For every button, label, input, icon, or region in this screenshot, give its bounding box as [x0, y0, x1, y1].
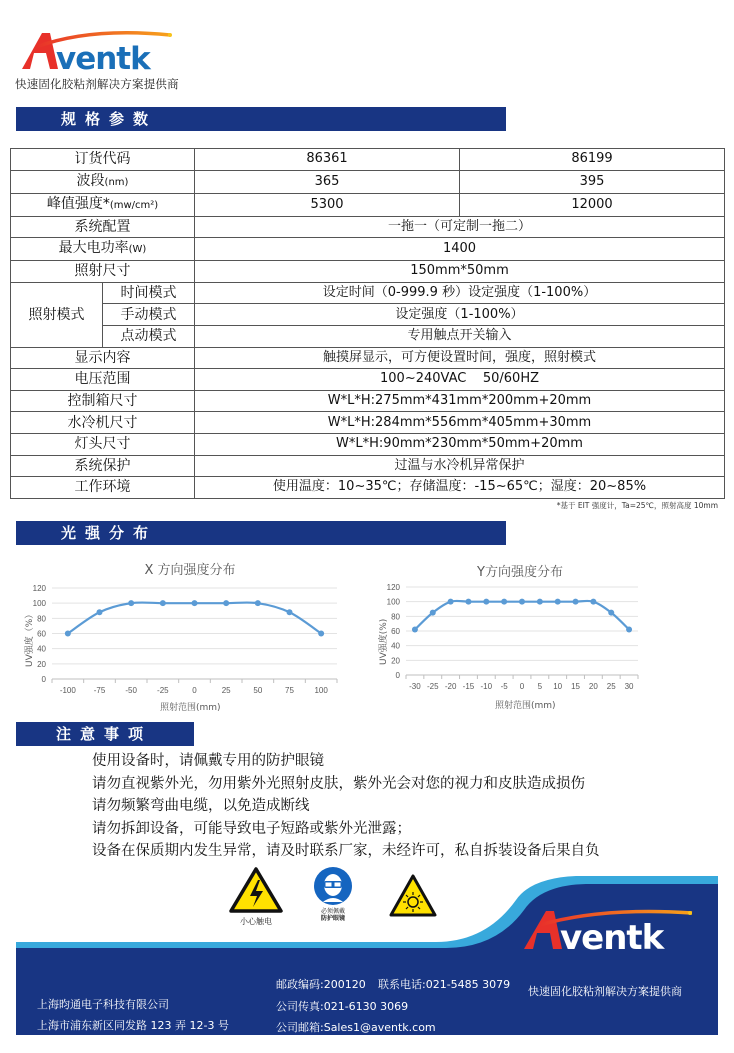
table-row [11, 282, 725, 304]
svg-text:25: 25 [221, 686, 231, 695]
spec-value: 365 [195, 170, 460, 193]
spec-value: 一拖一（可定制一拖二） [195, 216, 725, 238]
spec-sublabel: 时间模式 [103, 282, 195, 304]
chart-plot [20, 555, 340, 715]
note-item: 请勿直视紫外光，勿用紫外光照射皮肤，紫外光会对您的视力和皮肤造成损伤 [92, 775, 585, 792]
svg-text:80: 80 [391, 612, 400, 622]
svg-text:30: 30 [624, 682, 634, 691]
svg-text:-30: -30 [409, 682, 421, 691]
svg-text:100: 100 [314, 686, 328, 695]
spec-label: 最大电功率(W) [11, 238, 195, 261]
section-header-distribution: 光强分布 [16, 521, 506, 545]
spec-label: 订货代码 [11, 149, 195, 171]
spec-value: W*L*H:90mm*230mm*50mm+20mm [195, 433, 725, 455]
svg-text:20: 20 [37, 659, 46, 669]
svg-text:20: 20 [391, 656, 400, 666]
svg-text:0: 0 [395, 671, 400, 680]
footer-company: 上海昀通电子科技有限公司 [37, 998, 169, 1011]
svg-text:60: 60 [37, 629, 46, 639]
table-row [11, 193, 725, 216]
footer-phone: 联系电话:021-5485 3079 [378, 978, 511, 991]
spec-footnote: *基于 EIT 强度计，Ta=25℃，照射高度 10mm [556, 501, 718, 510]
footer-postal: 邮政编码:200120 [276, 978, 366, 991]
table-row [11, 304, 725, 326]
spec-label: 系统配置 [11, 216, 195, 238]
svg-text:120: 120 [32, 584, 46, 593]
table-row [11, 455, 725, 477]
svg-text:25: 25 [606, 682, 616, 691]
svg-text:100: 100 [32, 599, 46, 609]
svg-text:ventk: ventk [560, 918, 664, 953]
brand-tagline: 快速固化胶粘剂解决方案提供商 [15, 77, 179, 91]
svg-text:10: 10 [553, 682, 563, 691]
sign-label: 必须佩戴 防护眼镜 [320, 908, 345, 922]
aventk-logo [20, 25, 180, 71]
spec-value: 86361 [195, 149, 460, 171]
spec-value: W*L*H:284mm*556mm*405mm+30mm [195, 412, 725, 434]
footer-address: 上海市浦东新区同发路 123 弄 12-3 号 [37, 1019, 229, 1032]
y-axis-label: UV强度(%) [379, 618, 389, 665]
sign-label: 小心触电 [240, 917, 272, 926]
note-item: 设备在保质期内发生异常，请及时联系厂家，未经许可，私自拆装设备后果自负 [92, 843, 600, 859]
table-row [11, 347, 725, 369]
spec-value: 86199 [460, 149, 725, 171]
svg-text:0: 0 [41, 675, 46, 684]
spec-value: 150mm*50mm [195, 261, 725, 283]
spec-label: 照射尺寸 [11, 261, 195, 283]
table-row [11, 170, 725, 193]
spec-group-label: 照射模式 [11, 282, 103, 347]
spec-value: W*L*H:275mm*431mm*200mm+20mm [195, 390, 725, 412]
chart-y-distribution [370, 555, 650, 715]
spec-label: 波段(nm) [11, 170, 195, 193]
svg-text:100: 100 [386, 597, 400, 607]
table-row [11, 369, 725, 391]
spec-value: 395 [460, 170, 725, 193]
svg-text:-20: -20 [444, 682, 457, 691]
eye-protection-icon [313, 866, 353, 906]
notes-list [92, 750, 600, 863]
note-item: 请勿频繁弯曲电缆，以免造成断线 [92, 798, 310, 814]
table-row [11, 261, 725, 283]
table-row [11, 325, 725, 347]
svg-text:-25: -25 [157, 686, 169, 695]
x-axis-label: 照射范围(mm) [495, 701, 556, 711]
y-axis-label: UV强度（%） [25, 609, 35, 667]
section-header-notes: 注意事项 [16, 722, 194, 746]
section-header-specs: 规格参数 [16, 107, 506, 131]
spec-value: 1400 [195, 238, 725, 261]
svg-text:120: 120 [386, 583, 400, 592]
spec-label: 电压范围 [11, 369, 195, 391]
table-row [11, 238, 725, 261]
svg-text:-10: -10 [480, 682, 493, 691]
svg-text:5: 5 [537, 682, 543, 691]
svg-text:40: 40 [391, 641, 400, 651]
svg-text:75: 75 [285, 686, 294, 695]
spec-value: 设定时间（0-999.9 秒）设定强度（1-100%） [195, 282, 725, 304]
svg-text:60: 60 [391, 627, 400, 636]
svg-text:-5: -5 [500, 682, 508, 691]
svg-text:0: 0 [519, 682, 525, 691]
spec-sublabel: 手动模式 [103, 304, 195, 326]
spec-value: 设定强度（1-100%） [195, 304, 725, 326]
svg-text:15: 15 [571, 682, 580, 691]
svg-text:-100: -100 [59, 686, 76, 695]
spec-value: 过温与水冷机异常保护 [195, 455, 725, 477]
spec-sublabel: 点动模式 [103, 325, 195, 347]
svg-text:40: 40 [37, 644, 46, 654]
electric-hazard-icon [228, 866, 284, 914]
svg-text:20: 20 [588, 682, 598, 691]
spec-label: 显示内容 [11, 347, 195, 369]
svg-text:-25: -25 [426, 682, 439, 691]
spec-label: 控制箱尺寸 [11, 390, 195, 412]
sign-eye-protection [310, 866, 360, 936]
svg-text:50: 50 [253, 686, 263, 695]
spec-label: 峰值强度*(mw/cm²) [11, 193, 195, 216]
chart-x-distribution [20, 555, 340, 715]
footer-aventk-logo [522, 905, 702, 957]
spec-label: 灯头尺寸 [11, 433, 195, 455]
svg-text:80: 80 [37, 614, 46, 624]
svg-text:0: 0 [192, 686, 197, 695]
table-row [11, 433, 725, 455]
chart-title: X 方向强度分布 [144, 563, 236, 578]
svg-text:-15: -15 [462, 682, 475, 691]
spec-value: 12000 [460, 193, 725, 216]
table-row [11, 390, 725, 412]
table-row [11, 412, 725, 434]
chart-title: Y方向强度分布 [477, 565, 563, 580]
spec-label: 系统保护 [11, 455, 195, 477]
sign-electric-hazard [228, 866, 288, 936]
note-item: 请勿拆卸设备，可能导致电子短路或紫外光泄露； [92, 820, 411, 837]
svg-text:-75: -75 [93, 686, 106, 695]
spec-label: 工作环境 [11, 477, 195, 499]
spec-value: 100~240VAC 50/60HZ [195, 369, 725, 391]
sign-uv-radiation [388, 873, 438, 923]
spec-value: 5300 [195, 193, 460, 216]
table-row [11, 216, 725, 238]
svg-text:ventk: ventk [56, 41, 150, 73]
x-axis-label: 照射范围(mm) [160, 703, 221, 713]
table-row [11, 149, 725, 171]
spec-label: 水冷机尺寸 [11, 412, 195, 434]
footer-email[interactable]: 公司邮箱:Sales1@aventk.com [276, 1021, 436, 1034]
uv-radiation-icon [388, 873, 438, 919]
spec-value: 专用触点开关输入 [195, 325, 725, 347]
svg-text:-50: -50 [125, 686, 137, 695]
table-row [11, 477, 725, 499]
footer-fax: 公司传真:021-6130 3069 [276, 1000, 409, 1013]
spec-value: 使用温度：10~35℃；存储温度：-15~65℃；湿度：20~85% [195, 477, 725, 499]
footer-tagline: 快速固化胶粘剂解决方案提供商 [528, 985, 682, 998]
note-item: 使用设备时，请佩戴专用的防护眼镜 [92, 753, 324, 769]
chart-plot [370, 555, 650, 715]
spec-table [10, 148, 725, 499]
spec-value: 触摸屏显示，可方便设置时间，强度，照射模式 [195, 347, 725, 369]
